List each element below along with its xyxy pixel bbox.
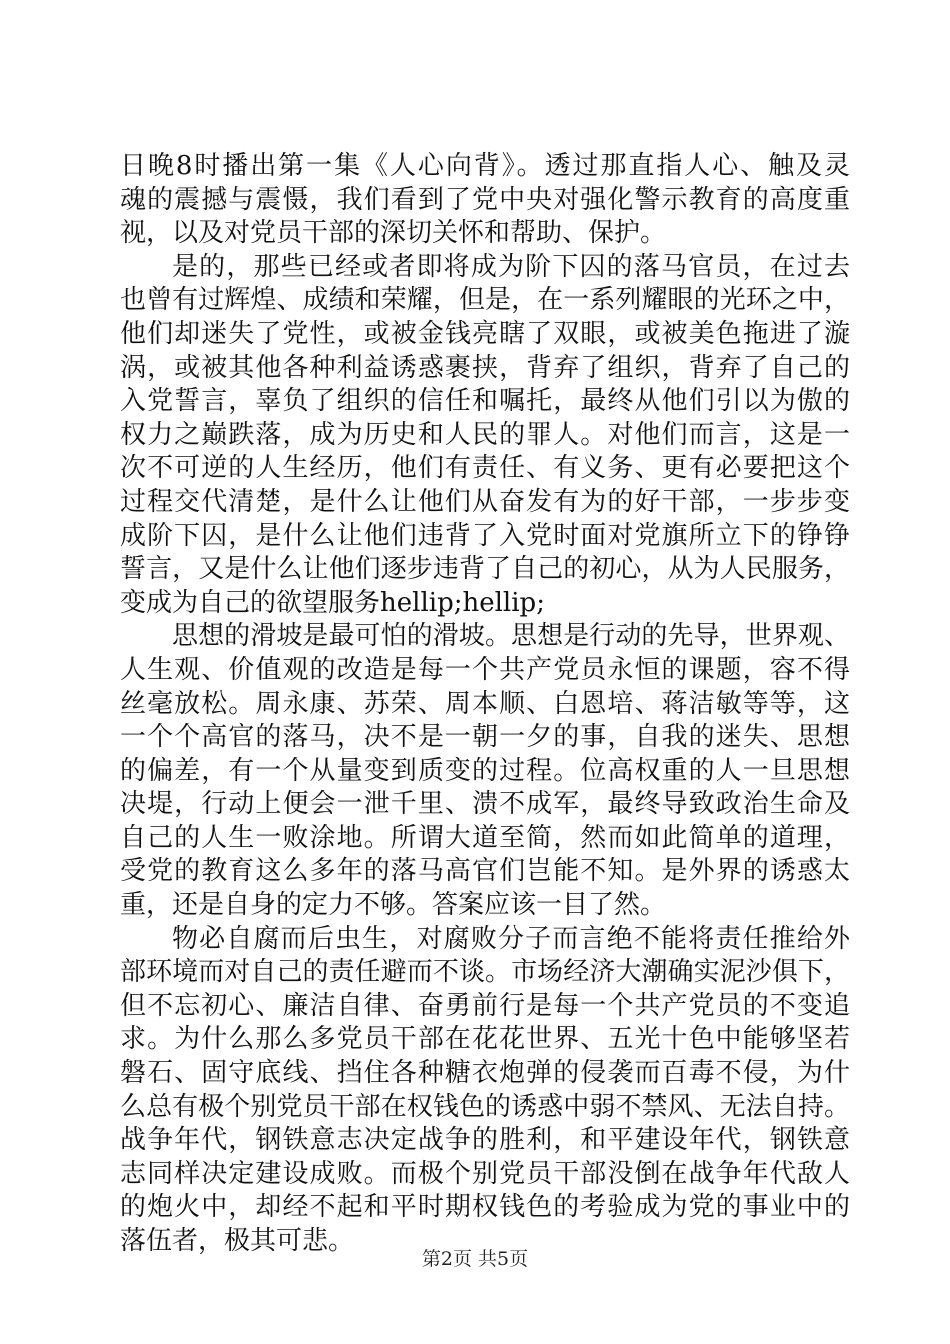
text-line: 么总有极个别党员干部在权钱色的诱惑中弱不禁风、无法自持。	[120, 1091, 850, 1122]
text-line: 日晚8时播出第一集《人心向背》。透过那直指人心、触及灵	[120, 151, 850, 181]
text-line: 磐石、固守底线、挡住各种糖衣炮弹的侵袭而百毒不侵，为什	[120, 1058, 850, 1089]
text-line: 战争年代，钢铁意志决定战争的胜利，和平建设年代，钢铁意	[120, 1125, 850, 1156]
text-line: 但不忘初心、廉洁自律、奋勇前行是每一个共产党员的不变追	[120, 990, 850, 1021]
text-line: 也曾有过辉煌、成绩和荣耀，但是，在一系列耀眼的光环之中，	[120, 285, 850, 316]
document-body	[120, 150, 850, 1259]
text-line: 的炮火中，却经不起和平时期权钱色的考验成为党的事业中的	[120, 1192, 850, 1223]
text-line: 重，还是自身的定力不够。答案应该一目了然。	[120, 890, 667, 921]
text-line: 入党誓言，辜负了组织的信任和嘱托，最终从他们引以为傲的	[120, 386, 850, 417]
paragraph-start-line: 是的，那些已经或者即将成为阶下囚的落马官员，在过去	[172, 251, 850, 282]
text-line: 自己的人生一败涂地。所谓大道至简，然而如此简单的道理，	[120, 822, 850, 853]
text-line: 的偏差，有一个从量变到质变的过程。位高权重的人一旦思想	[120, 755, 850, 786]
text-line: 涡，或被其他各种利益诱惑裹挟，背弃了组织，背弃了自己的	[120, 352, 850, 383]
text-line: 落伍者，极其可悲。	[120, 1226, 355, 1256]
text-line: 视，以及对党员干部的深切关怀和帮助、保护。	[120, 218, 667, 249]
text-line: 誓言，又是什么让他们逐步违背了自己的初心，从为人民服务，	[120, 554, 850, 585]
text-line: 他们却迷失了党性，或被金钱亮瞎了双眼，或被美色拖进了漩	[120, 318, 850, 349]
text-line: 权力之巅跌落，成为历史和人民的罪人。对他们而言，这是一	[120, 419, 850, 450]
paragraph-start-line: 思想的滑坡是最可怕的滑坡。思想是行动的先导，世界观、	[172, 621, 850, 652]
text-line: 决堤，行动上便会一泄千里、溃不成军，最终导致政治生命及	[120, 789, 850, 820]
text-line: 一个个高官的落马，决不是一朝一夕的事，自我的迷失、思想	[120, 722, 850, 753]
text-line: 求。为什么那么多党员干部在花花世界、五光十色中能够坚若	[120, 1024, 850, 1055]
page-number-footer: 第2页 共5页	[421, 1248, 529, 1270]
text-line: 丝毫放松。周永康、苏荣、周本顺、白恩培、蒋洁敏等等，这	[120, 688, 850, 719]
text-line: 志同样决定建设成败。而极个别党员干部没倒在战争年代敌人	[120, 1158, 850, 1189]
text-line: 部环境而对自己的责任避而不谈。市场经济大潮确实泥沙俱下，	[120, 957, 850, 988]
text-line: 成阶下囚，是什么让他们违背了入党时面对党旗所立下的铮铮	[120, 520, 850, 551]
paragraph-start-line: 物必自腐而后虫生，对腐败分子而言绝不能将责任推给外	[172, 923, 850, 954]
text-line: 魂的震撼与震慑，我们看到了党中央对强化警示教育的高度重	[120, 184, 850, 215]
text-line: 变成为自己的欲望服务hellip;hellip;	[120, 587, 545, 618]
text-line: 过程交代清楚，是什么让他们从奋发有为的好干部，一步步变	[120, 486, 850, 517]
text-line: 次不可逆的人生经历，他们有责任、有义务、更有必要把这个	[120, 453, 850, 484]
text-line: 受党的教育这么多年的落马高官们岂能不知。是外界的诱惑太	[120, 856, 850, 887]
text-line: 人生观、价值观的改造是每一个共产党员永恒的课题，容不得	[120, 654, 850, 685]
